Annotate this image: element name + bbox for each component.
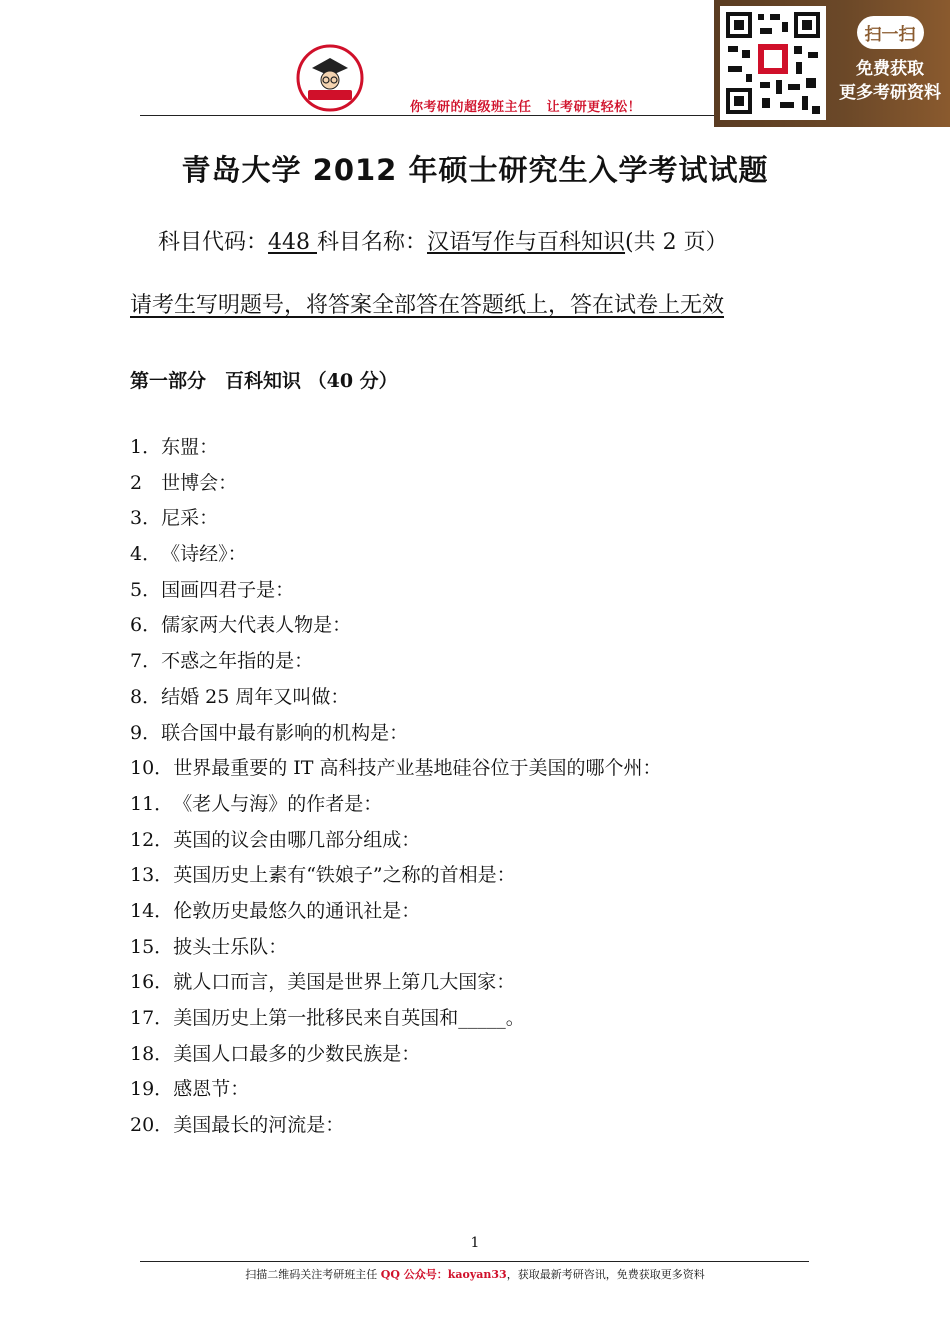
question-number: 17． <box>130 1007 174 1029</box>
question-text: 披头士乐队： <box>173 935 288 958</box>
question-text: 儒家两大代表人物是： <box>161 614 352 637</box>
question-number: 18． <box>130 1042 174 1065</box>
question-list <box>130 432 661 1146</box>
question-item <box>130 932 661 968</box>
header-divider <box>140 115 715 116</box>
page-number: 1 <box>470 1235 480 1251</box>
question-text: 联合国中最有影响的机构是： <box>161 721 409 744</box>
question-number: 9． <box>130 721 162 744</box>
question-item <box>130 682 661 718</box>
question-item <box>130 539 661 575</box>
question-item <box>130 1003 661 1039</box>
question-text: 美国最长的河流是： <box>173 1114 345 1137</box>
question-number: 14． <box>130 899 174 922</box>
question-text: 英国历史上素有“铁娘子”之称的首相是： <box>173 864 516 887</box>
promo-line-2: 更多考研资料 <box>839 83 941 103</box>
subject-name: 汉语写作与百科知识 <box>427 230 626 255</box>
subject-code: 448 <box>268 230 317 255</box>
question-number: 20． <box>130 1114 174 1137</box>
footer-text <box>0 1266 950 1282</box>
question-text: 世博会： <box>161 471 238 494</box>
question-number: 7． <box>130 650 162 673</box>
question-number: 3． <box>130 507 162 530</box>
question-item <box>130 718 661 754</box>
footer-text-before: 扫描二维码关注考研班主任 <box>245 1268 381 1281</box>
question-item <box>130 468 661 504</box>
exam-notice: 请考生写明题号，将答案全部答在答题纸上，答在试卷上无效 <box>130 293 725 318</box>
question-item <box>130 789 661 825</box>
subject-line <box>158 225 728 256</box>
question-text: 东盟： <box>161 436 219 458</box>
question-text: 伦敦历史最悠久的通讯社是： <box>173 899 421 922</box>
question-text: 美国历史上第一批移民来自英国和_____。 <box>173 1007 525 1029</box>
question-item <box>130 575 661 611</box>
footer-qq-account: QQ 公众号：kaoyan33 <box>380 1268 507 1281</box>
qr-promo-banner[interactable] <box>714 0 950 127</box>
question-text: 美国人口最多的少数民族是： <box>173 1042 421 1065</box>
subject-pages: (共 2 页） <box>625 230 728 255</box>
promo-line-1: 免费获取 <box>856 59 924 79</box>
question-item <box>130 753 661 789</box>
subject-code-label: 科目代码： <box>158 230 269 255</box>
question-text: 《诗经》： <box>161 543 247 566</box>
section-heading: 第一部分 百科知识 （40 分） <box>130 370 398 392</box>
question-number: 15． <box>130 935 174 958</box>
question-item <box>130 1110 661 1146</box>
question-item <box>130 967 661 1003</box>
question-number: 13． <box>130 864 174 887</box>
question-number: 4． <box>130 543 162 566</box>
question-number: 5． <box>130 578 162 601</box>
question-number: 6． <box>130 614 162 637</box>
question-text: 就人口而言，美国是世界上第几大国家： <box>173 971 516 994</box>
qr-promo-text <box>834 10 946 105</box>
question-item <box>130 646 661 682</box>
question-text: 国画四君子是： <box>161 578 295 601</box>
question-number: 11． <box>130 792 174 815</box>
question-text: 英国的议会由哪几部分组成： <box>173 828 421 851</box>
question-text: 结婚 25 周年又叫做： <box>161 685 350 708</box>
question-item <box>130 432 661 468</box>
question-text: 感恩节： <box>173 1078 250 1101</box>
question-number: 16． <box>130 971 174 994</box>
question-item <box>130 825 661 861</box>
question-number: 1． <box>130 436 162 458</box>
question-text: 尼采： <box>161 507 219 530</box>
question-number: 12． <box>130 828 174 851</box>
question-item <box>130 860 661 896</box>
exam-title: 青岛大学 2012 年硕士研究生入学考试试题 <box>181 153 769 187</box>
question-item <box>130 1039 661 1075</box>
question-text: 《老人与海》的作者是： <box>173 792 383 815</box>
footer-divider <box>140 1261 809 1262</box>
question-number: 2 <box>130 471 162 494</box>
brand-logo <box>296 44 364 112</box>
question-text: 世界最重要的 IT 高科技产业基地硅谷位于美国的哪个州： <box>173 757 662 780</box>
question-text: 不惑之年指的是： <box>161 650 314 673</box>
qr-code-icon[interactable] <box>720 6 826 120</box>
scan-badge: 扫一扫 <box>857 16 924 49</box>
question-item <box>130 1074 661 1110</box>
question-number: 10． <box>130 757 174 780</box>
question-item <box>130 896 661 932</box>
subject-name-label: 科目名称： <box>317 230 428 255</box>
question-number: 19． <box>130 1078 174 1101</box>
footer-text-after: ，获取最新考研咨讯，免费获取更多资料 <box>506 1268 705 1281</box>
question-number: 8． <box>130 685 162 708</box>
header-slogan: 你考研的超级班主任 让考研更轻松！ <box>410 100 642 115</box>
question-item <box>130 503 661 539</box>
question-item <box>130 610 661 646</box>
